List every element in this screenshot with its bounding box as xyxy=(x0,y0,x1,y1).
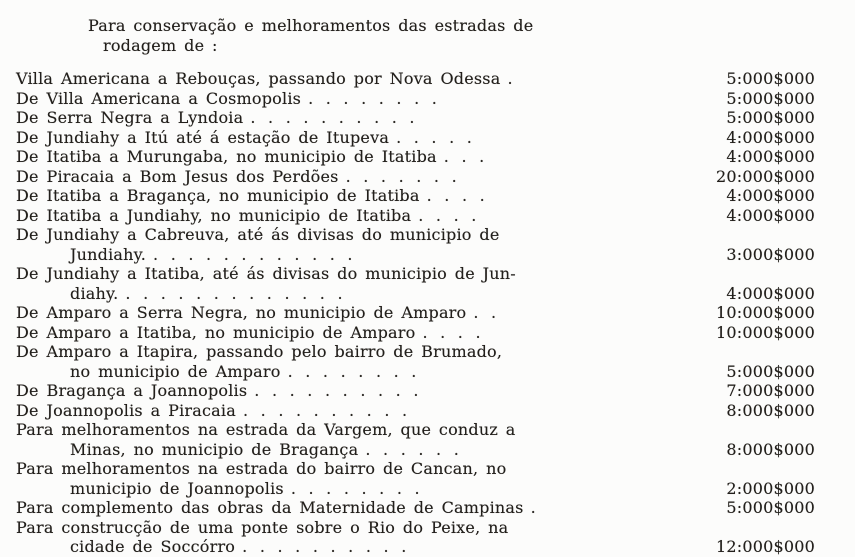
entry-line xyxy=(16,128,692,148)
entry-continuation-text: no municipio de Amparo xyxy=(70,361,281,381)
list-item xyxy=(16,518,815,557)
entry-continuation-line xyxy=(70,440,692,460)
entry-line xyxy=(16,323,692,343)
entry-continuation-line xyxy=(70,479,692,499)
entry-continuation-text: cidade de Soccórro xyxy=(70,537,236,556)
list-item xyxy=(16,225,815,264)
entry-continuation-text: municipio de Joannopolis xyxy=(70,478,284,498)
dot-leader: . . . . xyxy=(418,205,479,225)
dot-leader: . . . . . . . . xyxy=(290,478,423,498)
section-heading xyxy=(88,16,815,55)
entry-continuation-text: Jundiahy. xyxy=(70,244,147,264)
entry-text: De Amparo a Itatiba, no municipio de Amparo xyxy=(16,322,416,342)
entry-line xyxy=(16,420,692,440)
entry-continuation-line xyxy=(70,284,692,304)
entry-line xyxy=(16,108,692,128)
amount-value: 5:000$000 xyxy=(726,361,815,381)
list-item xyxy=(16,264,815,303)
entry-text: De Amparo a Serra Negra, no municipio de Amparo xyxy=(16,303,467,322)
entry-description xyxy=(16,89,710,109)
entry-description xyxy=(16,147,710,167)
list-item xyxy=(16,69,815,89)
amount-value: 3:000$000 xyxy=(726,244,815,264)
list-item xyxy=(16,108,815,128)
entry-line xyxy=(16,401,692,421)
list-item xyxy=(16,401,815,421)
entry-description xyxy=(16,186,710,206)
entry-line xyxy=(16,264,692,284)
entry-continuation-line xyxy=(70,537,692,557)
dot-leader: . . . . xyxy=(426,186,488,205)
amount-value: 4:000$000 xyxy=(726,127,815,147)
dot-leader: . . . . xyxy=(422,322,484,342)
entry-text: Para construcção de uma ponte sobre o Rio do Peixe, na xyxy=(16,517,509,537)
entry-description xyxy=(16,264,710,303)
list-item xyxy=(16,498,815,518)
list-item xyxy=(16,381,815,401)
dot-leader: . . . . . . . . . . . . xyxy=(153,244,356,264)
amount-value: 12:000$000 xyxy=(715,537,815,556)
entry-text: De Jundiahy a Cabreuva, até ás divisas do municipio de xyxy=(16,225,500,244)
entry-line xyxy=(16,89,692,109)
amount-value: 20:000$000 xyxy=(715,166,815,186)
entry-description xyxy=(16,323,710,343)
entry-text: De Villa Americana a Cosmopolis xyxy=(16,88,302,108)
amount-value: 5:000$000 xyxy=(726,498,815,517)
dot-leader: . . . . . . . . . . xyxy=(250,108,418,127)
list-item xyxy=(16,147,815,167)
dot-leader: . . . . . . . xyxy=(345,166,460,186)
entry-line xyxy=(16,206,692,226)
list-item xyxy=(16,167,815,187)
dot-leader: . . . . . . xyxy=(365,439,462,459)
entry-description xyxy=(16,303,710,323)
entry-text: De Jundiahy a Itatiba, até ás divisas do municipio de Jun- xyxy=(16,264,516,283)
amount-value: 8:000$000 xyxy=(726,400,815,420)
entry-description xyxy=(16,518,710,557)
entry-continuation-line xyxy=(70,362,692,382)
entry-description xyxy=(16,225,710,264)
entry-line xyxy=(16,459,692,479)
entry-line xyxy=(16,381,692,401)
entry-description xyxy=(16,128,710,148)
list-item xyxy=(16,459,815,498)
dot-leader: . . . . . . . . . . xyxy=(242,537,409,556)
entry-line xyxy=(16,186,692,206)
entry-text: De Itatiba a Murungaba, no municipio de Itatiba xyxy=(16,147,437,166)
entry-text: De Amparo a Itapira, passando pelo bairro de Brumado, xyxy=(16,342,503,361)
entry-description xyxy=(16,420,710,459)
dot-leader: . . . . . . . . . . . . . xyxy=(125,283,346,303)
heading-line-2: rodagem de : xyxy=(103,35,218,55)
amount-value: 4:000$000 xyxy=(726,283,815,303)
dot-leader: . . . . . xyxy=(396,127,475,147)
dot-leader: . . . xyxy=(443,147,487,166)
entry-line xyxy=(16,167,692,187)
entry-description xyxy=(16,498,710,518)
amount-value: 4:000$000 xyxy=(726,186,815,205)
entry-text: De Joannopolis a Piracaia xyxy=(16,400,236,420)
amount-value: 7:000$000 xyxy=(726,381,815,400)
entry-description xyxy=(16,401,710,421)
entry-text: De Bragança a Joannopolis xyxy=(16,381,248,400)
entry-line xyxy=(16,303,692,323)
dot-leader: . xyxy=(507,69,516,88)
entry-continuation-text: diahy. xyxy=(70,283,119,303)
list-item xyxy=(16,420,815,459)
entry-line xyxy=(16,147,692,167)
entry-text: De Jundiahy a Itú até á estação de Itupeva xyxy=(16,127,390,147)
entry-text: De Itatiba a Jundiahy, no municipio de Itatiba xyxy=(16,205,412,225)
heading-line-1: Para conservação e melhoramentos das estradas de xyxy=(88,16,534,35)
entry-text: Para complemento das obras da Maternidade de Campinas xyxy=(16,498,524,517)
amount-value: 8:000$000 xyxy=(726,439,815,459)
entry-description xyxy=(16,206,710,226)
entry-description xyxy=(16,167,710,187)
entry-text: De Serra Negra a Lyndoia xyxy=(16,108,244,127)
list-item xyxy=(16,186,815,206)
entry-continuation-text: Minas, no municipio de Bragança xyxy=(70,439,359,459)
list-item xyxy=(16,342,815,381)
entry-line xyxy=(16,69,692,89)
dot-leader: . . . . . . . . . . xyxy=(242,400,410,420)
list-item xyxy=(16,89,815,109)
amount-value: 10:000$000 xyxy=(715,303,815,322)
entry-description xyxy=(16,342,710,381)
dot-leader: . . xyxy=(473,303,499,322)
list-item xyxy=(16,323,815,343)
entry-line xyxy=(16,518,692,538)
list-item xyxy=(16,128,815,148)
entry-line xyxy=(16,225,692,245)
entry-text: Para melhoramentos na estrada do bairro de Cancan, no xyxy=(16,459,507,478)
entry-text: Para melhoramentos na estrada da Vargem, que conduz a xyxy=(16,420,516,439)
list-item xyxy=(16,303,815,323)
entry-description xyxy=(16,459,710,498)
entry-description xyxy=(16,381,710,401)
entry-description xyxy=(16,108,710,128)
dot-leader: . . . . . . . . . . xyxy=(254,381,421,400)
entry-text: De Itatiba a Bragança, no municipio de Itatiba xyxy=(16,186,420,205)
amount-value: 10:000$000 xyxy=(715,322,815,342)
entry-text: De Piracaia a Bom Jesus dos Perdões xyxy=(16,166,339,186)
amount-value: 4:000$000 xyxy=(726,205,815,225)
dot-leader: . . . . . . . . xyxy=(308,88,440,108)
entry-text: Villa Americana a Rebouças, passando por Nova Odessa xyxy=(16,69,501,88)
allocation-list xyxy=(16,69,815,557)
amount-value: 5:000$000 xyxy=(726,108,815,127)
amount-value: 2:000$000 xyxy=(726,478,815,498)
amount-value: 4:000$000 xyxy=(726,147,815,166)
dot-leader: . xyxy=(530,498,539,517)
entry-continuation-line xyxy=(70,245,692,265)
entry-line xyxy=(16,342,692,362)
amount-value: 5:000$000 xyxy=(726,69,815,88)
amount-value: 5:000$000 xyxy=(726,88,815,108)
dot-leader: . . . . . . . . xyxy=(287,361,419,381)
entry-description xyxy=(16,69,710,89)
list-item xyxy=(16,206,815,226)
entry-line xyxy=(16,498,692,518)
